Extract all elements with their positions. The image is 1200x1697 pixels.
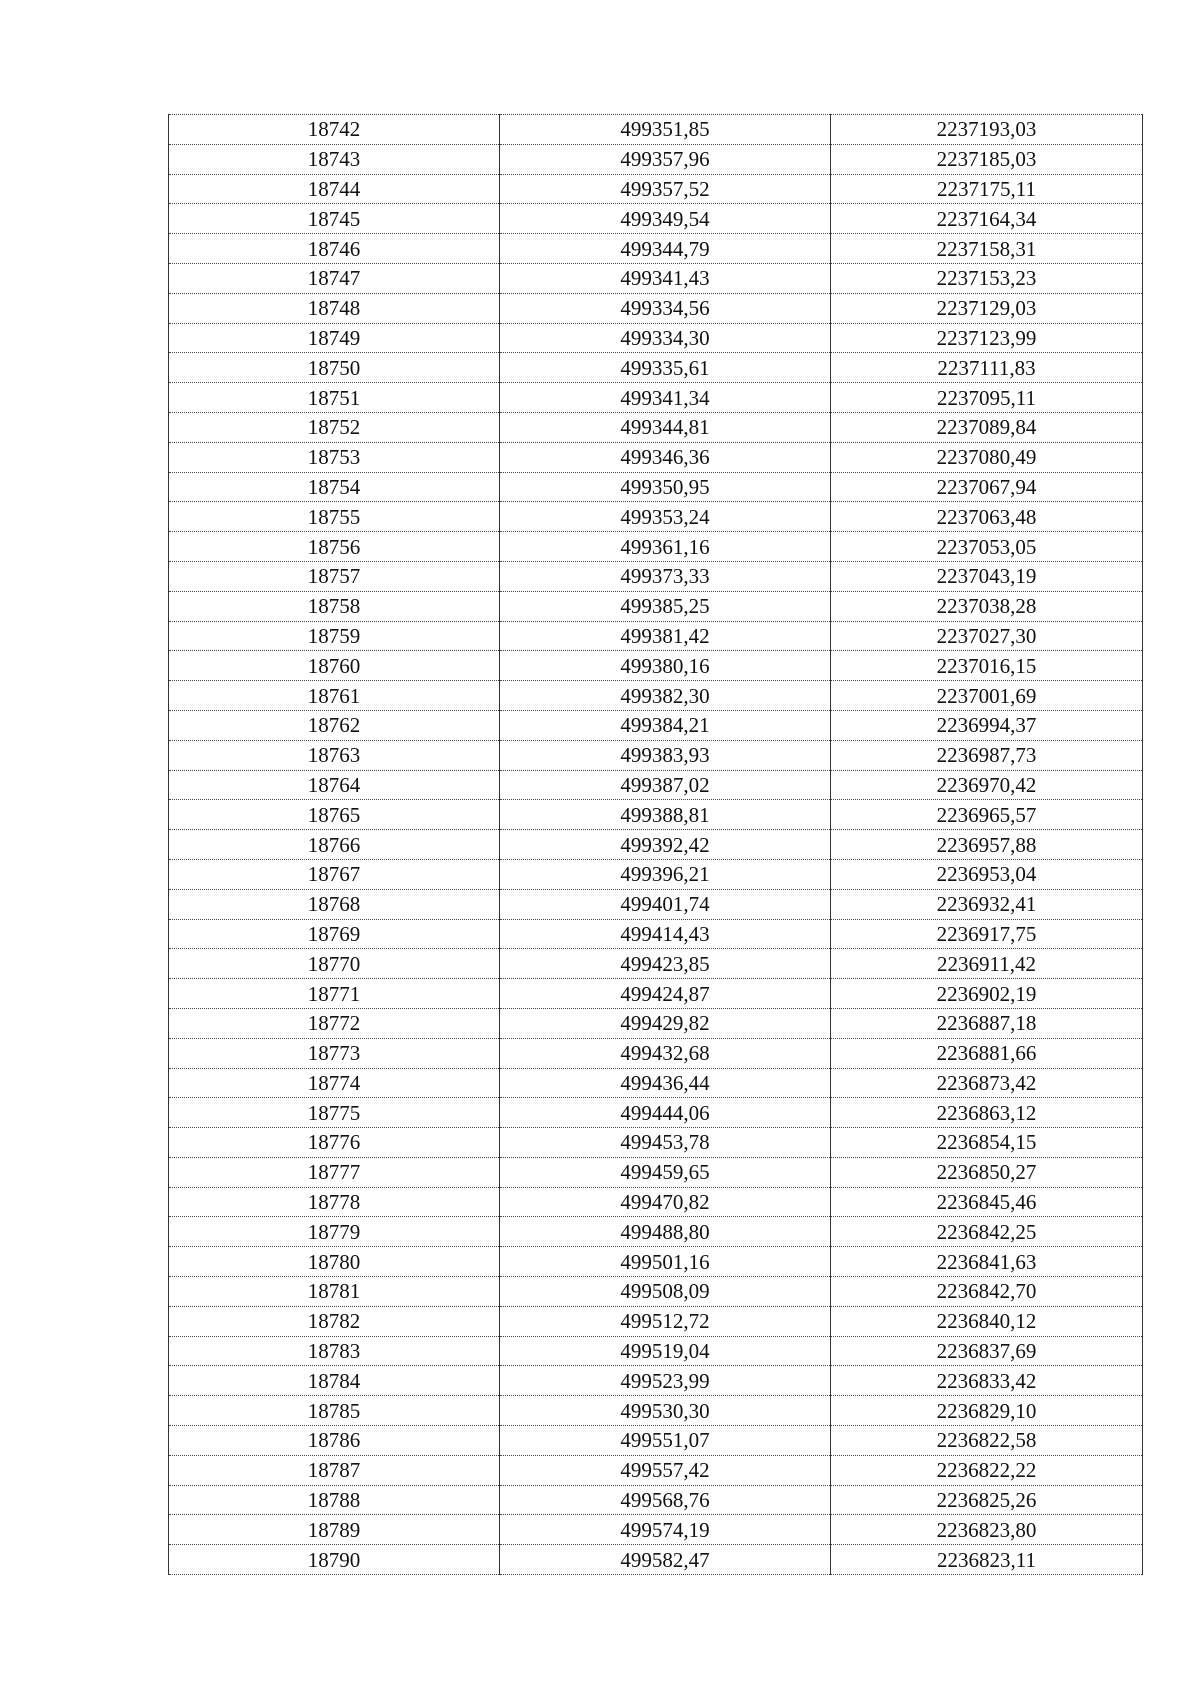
x-coordinate-cell: 499401,74 [500,889,831,919]
x-coordinate-cell: 499574,19 [500,1515,831,1545]
y-coordinate-cell: 2237153,23 [831,263,1143,293]
y-coordinate-cell: 2236887,18 [831,1008,1143,1038]
x-coordinate-cell: 499508,09 [500,1277,831,1307]
y-coordinate-cell: 2236840,12 [831,1306,1143,1336]
point-number-cell: 18778 [169,1187,500,1217]
point-number-cell: 18771 [169,979,500,1009]
table-row [169,174,1143,204]
table-row [169,740,1143,770]
x-coordinate-cell: 499361,16 [500,532,831,562]
y-coordinate-cell: 2237185,03 [831,144,1143,174]
point-number-cell: 18751 [169,383,500,413]
y-coordinate-cell: 2237001,69 [831,681,1143,711]
table-row [169,1306,1143,1336]
point-number-cell: 18746 [169,234,500,264]
point-number-cell: 18743 [169,144,500,174]
y-coordinate-cell: 2236953,04 [831,859,1143,889]
y-coordinate-cell: 2236833,42 [831,1366,1143,1396]
x-coordinate-cell: 499385,25 [500,591,831,621]
table-row [169,621,1143,651]
table-row [169,830,1143,860]
table-row [169,1277,1143,1307]
point-number-cell: 18750 [169,353,500,383]
table-row [169,115,1143,145]
x-coordinate-cell: 499519,04 [500,1336,831,1366]
y-coordinate-cell: 2236822,58 [831,1426,1143,1456]
point-number-cell: 18787 [169,1455,500,1485]
table-row [169,412,1143,442]
x-coordinate-cell: 499523,99 [500,1366,831,1396]
point-number-cell: 18753 [169,442,500,472]
x-coordinate-cell: 499551,07 [500,1426,831,1456]
table-row [169,800,1143,830]
point-number-cell: 18767 [169,859,500,889]
y-coordinate-cell: 2237175,11 [831,174,1143,204]
y-coordinate-cell: 2236842,70 [831,1277,1143,1307]
table-row [169,1157,1143,1187]
y-coordinate-cell: 2236873,42 [831,1068,1143,1098]
point-number-cell: 18754 [169,472,500,502]
point-number-cell: 18779 [169,1217,500,1247]
point-number-cell: 18760 [169,651,500,681]
y-coordinate-cell: 2236837,69 [831,1336,1143,1366]
point-number-cell: 18775 [169,1098,500,1128]
y-coordinate-cell: 2236823,11 [831,1545,1143,1575]
x-coordinate-cell: 499557,42 [500,1455,831,1485]
coordinates-table [168,114,1143,1575]
table-row [169,1068,1143,1098]
table-row [169,1515,1143,1545]
table-row [169,293,1143,323]
x-coordinate-cell: 499382,30 [500,681,831,711]
y-coordinate-cell: 2236881,66 [831,1038,1143,1068]
table-row [169,442,1143,472]
point-number-cell: 18749 [169,323,500,353]
x-coordinate-cell: 499459,65 [500,1157,831,1187]
point-number-cell: 18757 [169,561,500,591]
x-coordinate-cell: 499380,16 [500,651,831,681]
point-number-cell: 18772 [169,1008,500,1038]
x-coordinate-cell: 499357,52 [500,174,831,204]
table-row [169,383,1143,413]
table-row [169,204,1143,234]
table-row [169,1545,1143,1575]
table-row [169,234,1143,264]
point-number-cell: 18745 [169,204,500,234]
y-coordinate-cell: 2236842,25 [831,1217,1143,1247]
x-coordinate-cell: 499373,33 [500,561,831,591]
x-coordinate-cell: 499381,42 [500,621,831,651]
y-coordinate-cell: 2236850,27 [831,1157,1143,1187]
y-coordinate-cell: 2237027,30 [831,621,1143,651]
x-coordinate-cell: 499334,30 [500,323,831,353]
table-row [169,353,1143,383]
y-coordinate-cell: 2237089,84 [831,412,1143,442]
y-coordinate-cell: 2236917,75 [831,919,1143,949]
table-row [169,770,1143,800]
table-row [169,859,1143,889]
y-coordinate-cell: 2237158,31 [831,234,1143,264]
y-coordinate-cell: 2237129,03 [831,293,1143,323]
point-number-cell: 18774 [169,1068,500,1098]
table-row [169,591,1143,621]
point-number-cell: 18776 [169,1128,500,1158]
y-coordinate-cell: 2236987,73 [831,740,1143,770]
point-number-cell: 18764 [169,770,500,800]
y-coordinate-cell: 2236932,41 [831,889,1143,919]
x-coordinate-cell: 499423,85 [500,949,831,979]
y-coordinate-cell: 2236845,46 [831,1187,1143,1217]
point-number-cell: 18773 [169,1038,500,1068]
point-number-cell: 18782 [169,1306,500,1336]
table-row [169,1008,1143,1038]
x-coordinate-cell: 499453,78 [500,1128,831,1158]
y-coordinate-cell: 2237164,34 [831,204,1143,234]
x-coordinate-cell: 499501,16 [500,1247,831,1277]
point-number-cell: 18768 [169,889,500,919]
point-number-cell: 18742 [169,115,500,145]
table-row [169,889,1143,919]
x-coordinate-cell: 499444,06 [500,1098,831,1128]
table-row [169,323,1143,353]
x-coordinate-cell: 499488,80 [500,1217,831,1247]
table-row [169,1187,1143,1217]
x-coordinate-cell: 499351,85 [500,115,831,145]
table-row [169,651,1143,681]
y-coordinate-cell: 2236854,15 [831,1128,1143,1158]
y-coordinate-cell: 2236825,26 [831,1485,1143,1515]
table-row [169,472,1143,502]
table-row [169,1217,1143,1247]
point-number-cell: 18780 [169,1247,500,1277]
point-number-cell: 18786 [169,1426,500,1456]
point-number-cell: 18762 [169,710,500,740]
table-row [169,1038,1143,1068]
x-coordinate-cell: 499388,81 [500,800,831,830]
y-coordinate-cell: 2236902,19 [831,979,1143,1009]
x-coordinate-cell: 499353,24 [500,502,831,532]
y-coordinate-cell: 2236863,12 [831,1098,1143,1128]
y-coordinate-cell: 2237016,15 [831,651,1143,681]
y-coordinate-cell: 2236970,42 [831,770,1143,800]
y-coordinate-cell: 2237111,83 [831,353,1143,383]
table-row [169,561,1143,591]
x-coordinate-cell: 499341,43 [500,263,831,293]
point-number-cell: 18766 [169,830,500,860]
point-number-cell: 18752 [169,412,500,442]
point-number-cell: 18759 [169,621,500,651]
table-row [169,1455,1143,1485]
table-row [169,710,1143,740]
table-row [169,979,1143,1009]
x-coordinate-cell: 499424,87 [500,979,831,1009]
x-coordinate-cell: 499350,95 [500,472,831,502]
y-coordinate-cell: 2237193,03 [831,115,1143,145]
y-coordinate-cell: 2236841,63 [831,1247,1143,1277]
point-number-cell: 18748 [169,293,500,323]
y-coordinate-cell: 2237067,94 [831,472,1143,502]
y-coordinate-cell: 2237063,48 [831,502,1143,532]
x-coordinate-cell: 499414,43 [500,919,831,949]
table-row [169,919,1143,949]
x-coordinate-cell: 499344,79 [500,234,831,264]
table-row [169,1247,1143,1277]
point-number-cell: 18783 [169,1336,500,1366]
point-number-cell: 18756 [169,532,500,562]
x-coordinate-cell: 499341,34 [500,383,831,413]
point-number-cell: 18790 [169,1545,500,1575]
x-coordinate-cell: 499392,42 [500,830,831,860]
x-coordinate-cell: 499334,56 [500,293,831,323]
table-row [169,532,1143,562]
point-number-cell: 18765 [169,800,500,830]
x-coordinate-cell: 499396,21 [500,859,831,889]
x-coordinate-cell: 499530,30 [500,1396,831,1426]
point-number-cell: 18770 [169,949,500,979]
x-coordinate-cell: 499429,82 [500,1008,831,1038]
coordinates-table-body [169,115,1143,1575]
point-number-cell: 18744 [169,174,500,204]
x-coordinate-cell: 499383,93 [500,740,831,770]
x-coordinate-cell: 499384,21 [500,710,831,740]
x-coordinate-cell: 499436,44 [500,1068,831,1098]
point-number-cell: 18747 [169,263,500,293]
x-coordinate-cell: 499512,72 [500,1306,831,1336]
x-coordinate-cell: 499357,96 [500,144,831,174]
point-number-cell: 18755 [169,502,500,532]
point-number-cell: 18758 [169,591,500,621]
y-coordinate-cell: 2237095,11 [831,383,1143,413]
x-coordinate-cell: 499387,02 [500,770,831,800]
y-coordinate-cell: 2237038,28 [831,591,1143,621]
table-row [169,1098,1143,1128]
x-coordinate-cell: 499568,76 [500,1485,831,1515]
x-coordinate-cell: 499470,82 [500,1187,831,1217]
x-coordinate-cell: 499335,61 [500,353,831,383]
y-coordinate-cell: 2237123,99 [831,323,1143,353]
table-row [169,1366,1143,1396]
table-row [169,1336,1143,1366]
point-number-cell: 18784 [169,1366,500,1396]
table-row [169,949,1143,979]
point-number-cell: 18777 [169,1157,500,1187]
point-number-cell: 18785 [169,1396,500,1426]
table-row [169,1128,1143,1158]
point-number-cell: 18788 [169,1485,500,1515]
y-coordinate-cell: 2236994,37 [831,710,1143,740]
y-coordinate-cell: 2237053,05 [831,532,1143,562]
x-coordinate-cell: 499582,47 [500,1545,831,1575]
point-number-cell: 18789 [169,1515,500,1545]
point-number-cell: 18761 [169,681,500,711]
y-coordinate-cell: 2237043,19 [831,561,1143,591]
table-row [169,1426,1143,1456]
point-number-cell: 18769 [169,919,500,949]
table-row [169,1485,1143,1515]
point-number-cell: 18781 [169,1277,500,1307]
table-row [169,263,1143,293]
table-row [169,502,1143,532]
x-coordinate-cell: 499432,68 [500,1038,831,1068]
y-coordinate-cell: 2236823,80 [831,1515,1143,1545]
x-coordinate-cell: 499344,81 [500,412,831,442]
y-coordinate-cell: 2236911,42 [831,949,1143,979]
x-coordinate-cell: 499346,36 [500,442,831,472]
point-number-cell: 18763 [169,740,500,770]
y-coordinate-cell: 2236829,10 [831,1396,1143,1426]
table-row [169,144,1143,174]
x-coordinate-cell: 499349,54 [500,204,831,234]
table-row [169,1396,1143,1426]
y-coordinate-cell: 2236957,88 [831,830,1143,860]
table-row [169,681,1143,711]
y-coordinate-cell: 2237080,49 [831,442,1143,472]
y-coordinate-cell: 2236822,22 [831,1455,1143,1485]
y-coordinate-cell: 2236965,57 [831,800,1143,830]
